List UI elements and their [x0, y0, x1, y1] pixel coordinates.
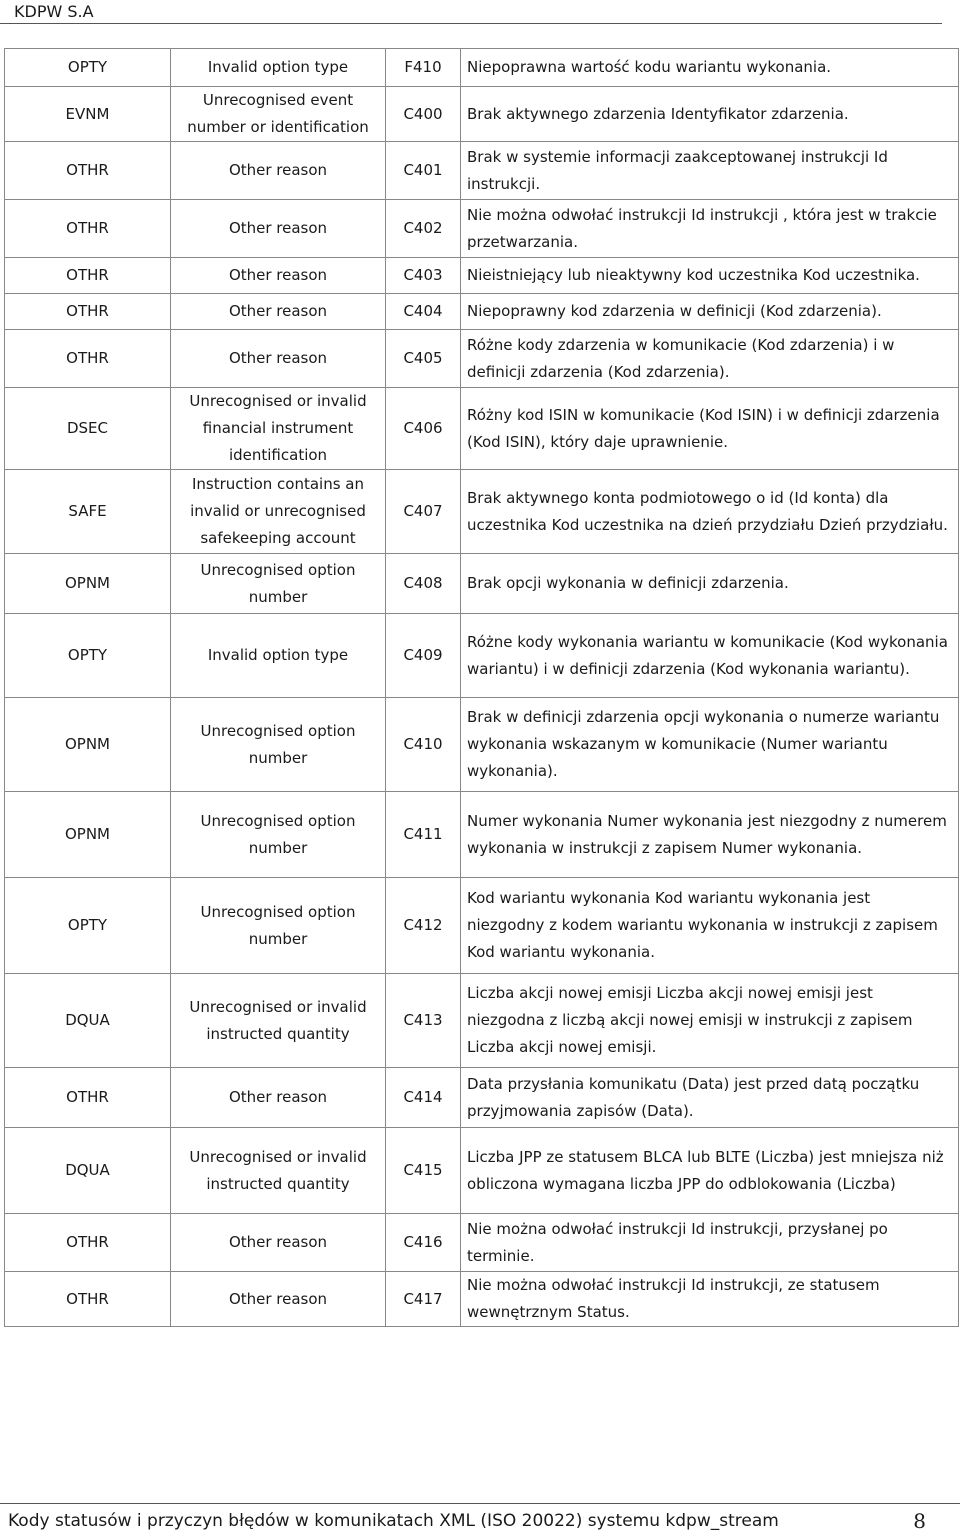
table-row [5, 330, 959, 388]
error-code: C400 [386, 87, 461, 142]
table-row [5, 294, 959, 330]
table-row [5, 142, 959, 200]
table-row [5, 974, 959, 1068]
error-description: Różne kody wykonania wariantu w komunikacie (Kod wykonania wariantu) i w definicji zdarzenia (Kod wykonania wariantu). [461, 614, 959, 698]
error-description: Brak aktywnego zdarzenia Identyfikator zdarzenia. [461, 87, 959, 142]
table-row [5, 1068, 959, 1128]
status-code: EVNM [5, 87, 171, 142]
table-row [5, 1214, 959, 1272]
error-description: Brak w systemie informacji zaakceptowanej instrukcji Id instrukcji. [461, 142, 959, 200]
reason-name: Other reason [171, 200, 386, 258]
status-code: OTHR [5, 1272, 171, 1327]
error-description: Brak aktywnego konta podmiotowego o id (Id konta) dla uczestnika Kod uczestnika na dzień przydziału Dzień przydziału. [461, 470, 959, 554]
reason-name: Other reason [171, 330, 386, 388]
reason-name: Other reason [171, 294, 386, 330]
error-code: C412 [386, 878, 461, 974]
page-number: 8 [913, 1509, 926, 1533]
error-description: Liczba JPP ze statusem BLCA lub BLTE (Liczba) jest mniejsza niż obliczona wymagana liczba JPP do odblokowania (Liczba) [461, 1128, 959, 1214]
error-description: Brak opcji wykonania w definicji zdarzenia. [461, 554, 959, 614]
error-description: Kod wariantu wykonania Kod wariantu wykonania jest niezgodny z kodem wariantu wykonania w instrukcji z zapisem Kod wariantu wykonania. [461, 878, 959, 974]
reason-name: Unrecognised or invalid financial instrument identification [171, 388, 386, 470]
error-description: Data przysłania komunikatu (Data) jest przed datą początku przyjmowania zapisów (Data). [461, 1068, 959, 1128]
reason-name: Other reason [171, 1272, 386, 1327]
table-row [5, 554, 959, 614]
error-description: Nie można odwołać instrukcji Id instrukcji, przysłanej po terminie. [461, 1214, 959, 1272]
table-row [5, 470, 959, 554]
reason-name: Unrecognised or invalid instructed quantity [171, 1128, 386, 1214]
table-row [5, 792, 959, 878]
footer-document-title: Kody statusów i przyczyn błędów w komunikatach XML (ISO 20022) systemu kdpw_stream [8, 1511, 779, 1531]
table-row [5, 1272, 959, 1327]
reason-name: Unrecognised or invalid instructed quantity [171, 974, 386, 1068]
error-description: Różne kody zdarzenia w komunikacie (Kod zdarzenia) i w definicji zdarzenia (Kod zdarzenia). [461, 330, 959, 388]
table-row [5, 258, 959, 294]
status-code: OTHR [5, 294, 171, 330]
table-row [5, 49, 959, 87]
error-code: C416 [386, 1214, 461, 1272]
table-row [5, 698, 959, 792]
error-description: Różny kod ISIN w komunikacie (Kod ISIN) i w definicji zdarzenia (Kod ISIN), który daje uprawnienie. [461, 388, 959, 470]
status-code: OTHR [5, 1068, 171, 1128]
status-code: OPTY [5, 878, 171, 974]
error-code: C406 [386, 388, 461, 470]
reason-name: Unrecognised option number [171, 698, 386, 792]
table-row [5, 87, 959, 142]
footer-divider [0, 1503, 960, 1504]
error-code: C413 [386, 974, 461, 1068]
reason-name: Invalid option type [171, 49, 386, 87]
error-code: C403 [386, 258, 461, 294]
status-code: OTHR [5, 142, 171, 200]
status-code: OPTY [5, 614, 171, 698]
reason-name: Instruction contains an invalid or unrecognised safekeeping account [171, 470, 386, 554]
error-code: F410 [386, 49, 461, 87]
error-code: C404 [386, 294, 461, 330]
table-row [5, 614, 959, 698]
status-code: OPNM [5, 554, 171, 614]
status-code: OTHR [5, 200, 171, 258]
reason-name: Unrecognised option number [171, 878, 386, 974]
header-divider [0, 23, 942, 24]
error-code: C410 [386, 698, 461, 792]
reason-name: Other reason [171, 258, 386, 294]
error-code: C402 [386, 200, 461, 258]
reason-name: Unrecognised option number [171, 554, 386, 614]
error-code: C401 [386, 142, 461, 200]
table-row [5, 388, 959, 470]
error-description: Liczba akcji nowej emisji Liczba akcji nowej emisji jest niezgodna z liczbą akcji nowej emisji w instrukcji z zapisem Liczba akcji nowej emisji. [461, 974, 959, 1068]
error-code: C415 [386, 1128, 461, 1214]
error-description: Nie można odwołać instrukcji Id instrukcji, ze statusem wewnętrznym Status. [461, 1272, 959, 1327]
error-code: C411 [386, 792, 461, 878]
reason-name: Other reason [171, 1214, 386, 1272]
status-code: OTHR [5, 1214, 171, 1272]
error-description: Brak w definicji zdarzenia opcji wykonania o numerze wariantu wykonania wskazanym w komunikacie (Numer wariantu wykonania). [461, 698, 959, 792]
status-code: DQUA [5, 974, 171, 1068]
error-code: C409 [386, 614, 461, 698]
error-code: C407 [386, 470, 461, 554]
header-title: KDPW S.A [14, 2, 94, 21]
reason-name: Other reason [171, 142, 386, 200]
error-description: Niepoprawny kod zdarzenia w definicji (Kod zdarzenia). [461, 294, 959, 330]
reason-name: Invalid option type [171, 614, 386, 698]
status-code: OTHR [5, 330, 171, 388]
error-description: Numer wykonania Numer wykonania jest niezgodny z numerem wykonania w instrukcji z zapisem Numer wykonania. [461, 792, 959, 878]
status-code: OPNM [5, 698, 171, 792]
status-codes-table [4, 48, 959, 1327]
reason-name: Unrecognised event number or identification [171, 87, 386, 142]
status-code: DSEC [5, 388, 171, 470]
status-code: SAFE [5, 470, 171, 554]
error-code: C408 [386, 554, 461, 614]
table-row [5, 878, 959, 974]
error-code: C414 [386, 1068, 461, 1128]
table-row [5, 200, 959, 258]
error-code: C417 [386, 1272, 461, 1327]
status-code: OPTY [5, 49, 171, 87]
status-code: OPNM [5, 792, 171, 878]
error-description: Nieistniejący lub nieaktywny kod uczestnika Kod uczestnika. [461, 258, 959, 294]
table-row [5, 1128, 959, 1214]
error-description: Niepoprawna wartość kodu wariantu wykonania. [461, 49, 959, 87]
status-code: OTHR [5, 258, 171, 294]
status-code: DQUA [5, 1128, 171, 1214]
error-description: Nie można odwołać instrukcji Id instrukcji , która jest w trakcie przetwarzania. [461, 200, 959, 258]
reason-name: Unrecognised option number [171, 792, 386, 878]
error-code: C405 [386, 330, 461, 388]
reason-name: Other reason [171, 1068, 386, 1128]
